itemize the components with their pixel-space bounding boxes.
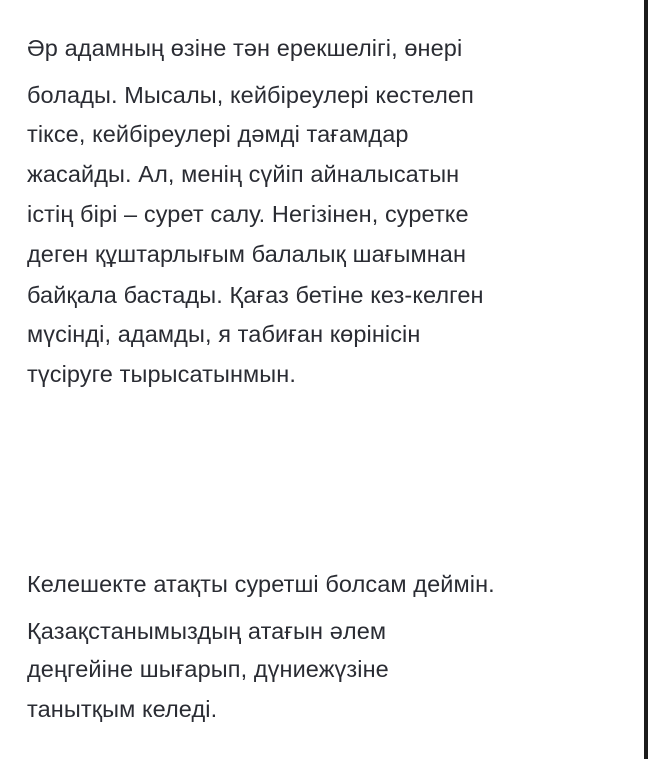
text-line: болады. Мысалы, кейбіреулері кестелеп: [27, 82, 474, 108]
text-line: істің бірі – сурет салу. Негізінен, суретке: [27, 201, 469, 227]
text-line: Қазақстанымыздың атағын әлем: [27, 618, 387, 644]
text-line: Әр адамның өзіне тән ерекшелігі, өнері: [27, 35, 463, 61]
text-line: жасайды. Ал, менің сүйіп айналысатын: [27, 161, 460, 187]
text-line: Келешекте атақты суретші болсам деймін.: [27, 571, 495, 597]
text-line: танытқым келеді.: [27, 696, 218, 722]
text-line: байқала бастады. Қағаз бетіне кез-келген: [27, 282, 484, 308]
text-line: деген құштарлығым балалық шағымнан: [27, 241, 467, 267]
text-line: түсіруге тырысатынмын.: [27, 361, 296, 387]
text-line: тіксе, кейбіреулері дәмді тағамдар: [27, 121, 409, 147]
page-edge-border: [644, 0, 648, 759]
text-line: деңгейіне шығарып, дүниежүзіне: [27, 656, 389, 682]
text-line: мүсінді, адамды, я табиған көрінісін: [27, 321, 421, 347]
